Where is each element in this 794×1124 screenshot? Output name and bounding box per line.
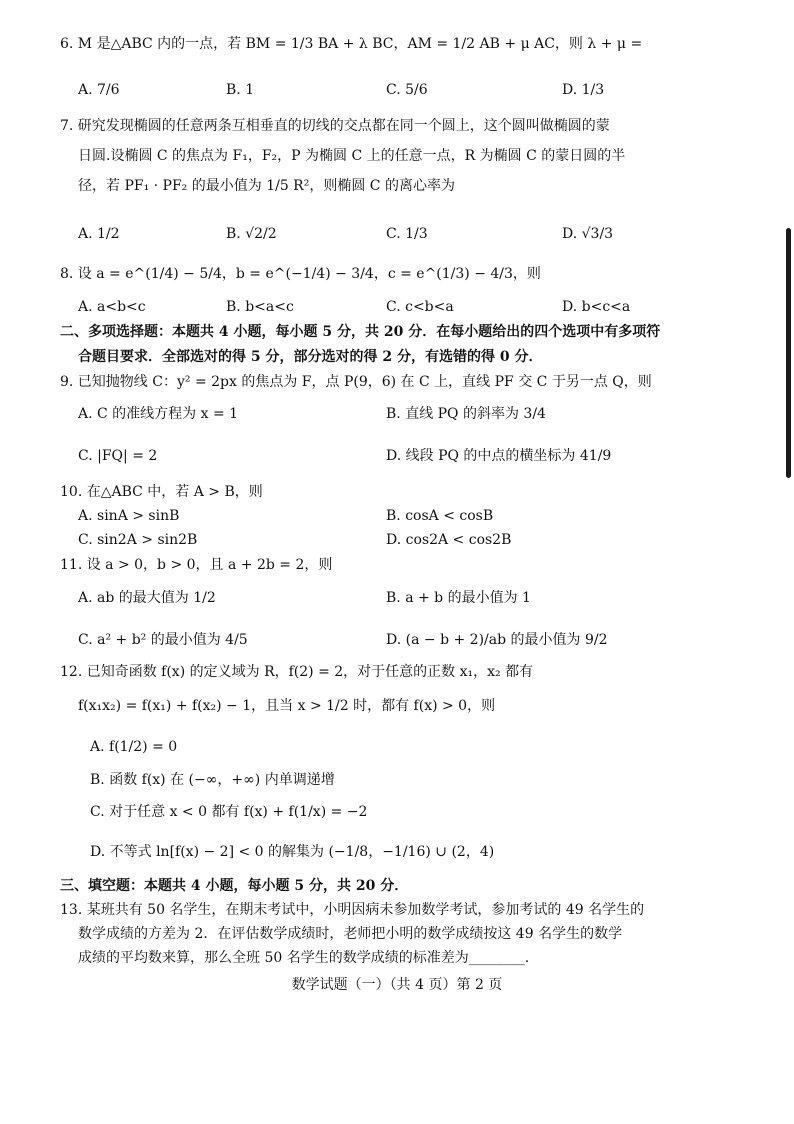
q10-option-d: D. cos2A < cos2B [386,532,512,548]
q10-option-b: B. cosA < cosB [386,508,494,524]
q11-option-b: B. a + b 的最小值为 1 [386,590,531,606]
q8-stem: 8. 设 a = e^(1/4) − 5/4，b = e^(−1/4) − 3/4，c = e^(1/3) − 4/3，则 [60,266,541,282]
q12-option-b: B. 函数 f(x) 在 (−∞，+∞) 内单调递增 [90,772,335,788]
q6-option-d: D. 1/3 [562,82,605,98]
q12-stem-line-2: f(x₁x₂) = f(x₁) + f(x₂) − 1，且当 x > 1/2 时，都有 f(x) > 0，则 [78,698,496,714]
q13-stem-line-1: 13. 某班共有 50 名学生，在期末考试中，小明因病未参加数学考试，参加考试的 49 名学生的 [60,902,645,918]
q9-stem: 9. 已知抛物线 C：y² = 2px 的焦点为 F，点 P(9，6) 在 C 上，直线 PF 交 C 于另一点 Q，则 [60,374,652,390]
q7-stem-line-3: 径，若 PF₁ · PF₂ 的最小值为 1/5 R²，则椭圆 C 的离心率为 [78,178,455,194]
q9-option-b: B. 直线 PQ 的斜率为 3/4 [386,406,546,422]
q12-stem-line-1: 12. 已知奇函数 f(x) 的定义域为 R，f(2) = 2，对于任意的正数 x₁，x₂ 都有 [60,664,534,680]
q8-option-c: C. c<b<a [386,299,454,315]
section-2-heading: 二、多项选择题：本题共 4 小题，每小题 5 分，共 20 分．在每小题给出的四个选项中有多项符 [60,324,661,340]
q8-option-b: B. b<a<c [226,299,294,315]
q11-stem: 11. 设 a > 0，b > 0，且 a + 2b = 2，则 [60,557,333,573]
q6-stem: 6. M 是△ABC 内的一点，若 BM = 1/3 BA + λ BC，AM = 1/2 AB + μ AC，则 λ + μ = [60,36,643,52]
q10-stem: 10. 在△ABC 中，若 A > B，则 [60,484,263,500]
q7-stem-line-2: 日圆.设椭圆 C 的焦点为 F₁，F₂，P 为椭圆 C 上的任意一点，R 为椭圆 C 的蒙日圆的半 [78,148,626,164]
q8-option-d: D. b<c<a [562,299,631,315]
q8-option-a: A. a<b<c [78,299,146,315]
q6-option-b: B. 1 [226,82,255,98]
q7-option-b: B. √2/2 [226,226,277,242]
q10-option-c: C. sin2A > sin2B [78,532,198,548]
section-3-heading: 三、填空题：本题共 4 小题，每小题 5 分，共 20 分． [60,878,409,894]
q11-option-a: A. ab 的最大值为 1/2 [78,590,216,606]
page-footer: 数学试题（一）（共 4 页）第 2 页 [291,977,503,993]
q12-option-a: A. f(1/2) = 0 [90,739,178,755]
q13-stem-line-3: 成绩的平均数来算，那么全班 50 名学生的数学成绩的标准差为________. [78,950,530,966]
q9-option-a: A. C 的准线方程为 x = 1 [78,406,239,422]
q9-option-c: C. |FQ| = 2 [78,448,158,464]
q6-option-c: C. 5/6 [386,82,428,98]
q7-stem-line-1: 7. 研究发现椭圆的任意两条互相垂直的切线的交点都在同一个圆上，这个圆叫做椭圆的蒙 [60,118,610,134]
q10-option-a: A. sinA > sinB [78,508,180,524]
scrollbar[interactable] [786,228,791,478]
q9-option-d: D. 线段 PQ 的中点的横坐标为 41/9 [386,448,612,464]
q12-option-c: C. 对于任意 x < 0 都有 f(x) + f(1/x) = −2 [90,804,368,820]
q6-option-a: A. 7/6 [78,82,120,98]
section-2-instructions: 合题目要求．全部选对的得 5 分，部分选对的得 2 分，有选错的得 0 分． [78,349,543,365]
q13-stem-line-2: 数学成绩的方差为 2．在评估数学成绩时，老师把小明的数学成绩按这 49 名学生的数学 [78,926,623,942]
q11-option-c: C. a² + b² 的最小值为 4/5 [78,632,248,648]
q12-option-d: D. 不等式 ln[f(x) − 2] < 0 的解集为 (−1/8，−1/16) ∪ (2，4) [90,844,495,860]
q7-option-a: A. 1/2 [78,226,120,242]
q11-option-d: D. (a − b + 2)/ab 的最小值为 9/2 [386,632,608,648]
q7-option-c: C. 1/3 [386,226,428,242]
q7-option-d: D. √3/3 [562,226,614,242]
